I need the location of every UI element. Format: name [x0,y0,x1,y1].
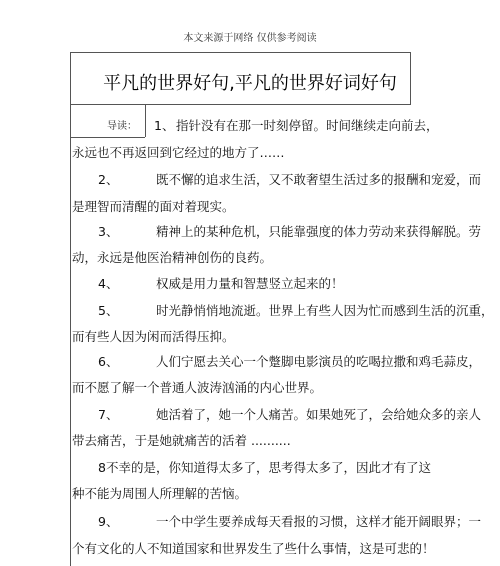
quote-number: 1、 [154,118,175,133]
top-rule [70,52,410,53]
intro-divider [145,104,146,137]
title-box-bottom-rule [70,104,410,105]
quote-number: 3、 [98,224,119,239]
quote-text: 永远也不再返回到它经过的地方了…… [72,145,285,160]
quote-text: 而有些人因为闲而活得压抑。 [72,329,235,344]
quote-line [72,380,322,396]
quote-text: 一个中学生要养成每天看报的习惯，这样才能开阔眼界；一 [156,514,482,529]
intro-bottom-rule [70,137,145,138]
quote-line [72,199,235,215]
quote-text: 精神上的某种危机，只能靠强度的体力劳动来获得解脱。劳 [156,224,482,239]
quote-text: 权威是用力量和智慧竖立起来的！ [156,276,344,291]
quote-line [98,303,494,319]
quote-number: 4、 [98,276,119,291]
quote-line [72,486,247,502]
quote-text: 既不懈的追求生活，又不敢奢望生活过多的报酬和宠爱，而 [156,172,482,187]
quote-line [98,224,481,240]
quote-text: 种不能为周围人所理解的苦恼。 [72,486,248,501]
quote-line [72,145,285,161]
quote-line [72,433,291,449]
page-title: 平凡的世界好句,平凡的世界好词好句 [103,73,397,94]
quote-number: 7、 [98,407,119,422]
quote-number: 5、 [98,303,119,318]
quote-line [98,354,481,370]
quote-line [154,118,439,134]
quote-number: 2、 [98,172,119,187]
quote-text: 8不幸的是，你知道得太多了，思考得太多了，因此才有了这 [98,460,431,475]
quote-text: 时光静悄悄地流逝。世界上有些人因为忙而感到生活的沉重， [156,303,494,318]
quote-text: 个有文化的人不知道国家和世界发生了些什么事情，这是可悲的！ [72,541,435,556]
quote-text: 动，永远是他医治精神创伤的良药。 [72,250,273,265]
quote-number: 6、 [98,354,119,369]
source-notice: 本文来源于网络 仅供参考阅读 [183,33,317,44]
quote-line [98,172,481,188]
quote-text: 她活着了，她一个人痛苦。如果她死了，会给她众多的亲人 [156,407,482,422]
quote-text: 是理智而清醒的面对着现实。 [72,199,235,214]
quote-line [98,460,431,476]
quote-line [72,329,235,345]
quote-text: 人们宁愿去关心一个蹩脚电影演员的吃喝拉撒和鸡毛蒜皮， [156,354,482,369]
quote-text: 指针没有在那一时刻停留。时间继续走向前去， [176,118,439,133]
body-box-left-border [70,104,71,566]
quote-line [98,276,344,292]
quote-text: 带去痛苦，于是她就痛苦的活着 .......... [72,433,291,448]
quote-text: 而不愿了解一个普通人波涛汹涌的内心世界。 [72,380,323,395]
quote-line [98,407,481,423]
quote-line [98,514,481,530]
quote-line [72,541,435,557]
quote-number: 9、 [98,514,119,529]
quote-line [72,250,272,266]
intro-label: 导读： [107,121,137,132]
